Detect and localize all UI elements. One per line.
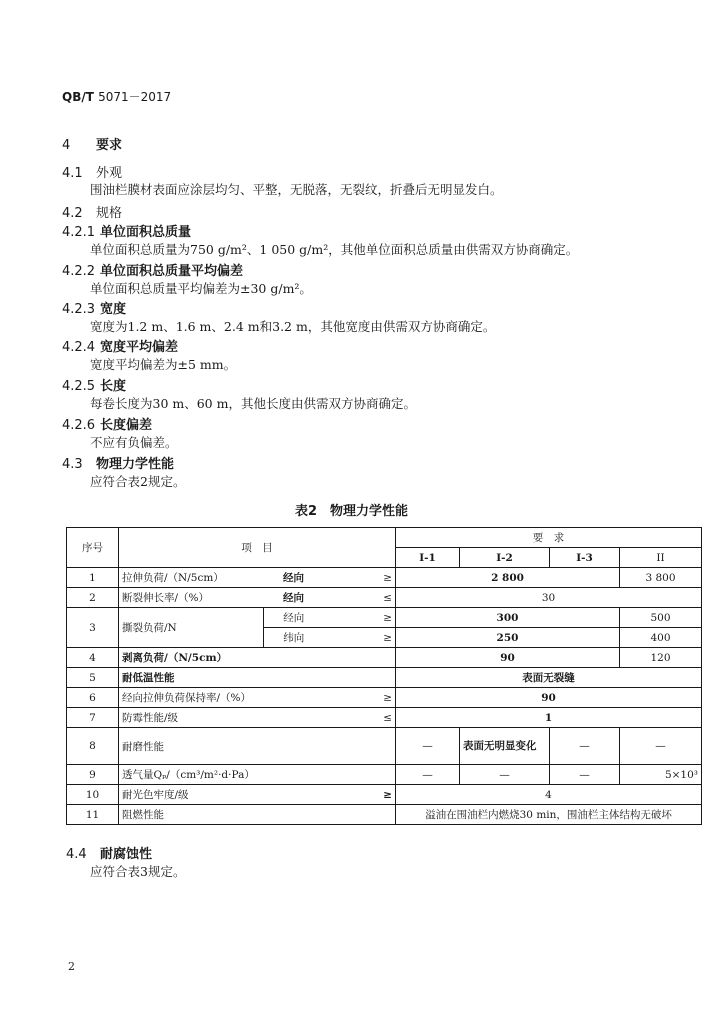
section-4-2-4-heading	[62, 336, 178, 355]
row-value-ii: 120	[620, 648, 702, 668]
row-item: 撕裂负荷/N	[119, 608, 264, 648]
row-value-i-3: —	[550, 765, 620, 785]
section-number: 4.2.4	[62, 340, 96, 355]
row-direction: 经向	[264, 568, 324, 588]
section-title: 外观	[96, 166, 123, 181]
section-4-2-6-heading	[62, 414, 152, 433]
section-title: 单位面积总质量平均偏差	[100, 264, 244, 279]
row-direction: 经向	[264, 608, 324, 628]
row-number: 11	[67, 805, 119, 825]
section-4-2-2-body: 单位面积总质量平均偏差为±30 g/m²。	[90, 281, 312, 296]
row-item: 透气量Qₚ/（cm³/m²·d·Pa）	[119, 765, 396, 785]
section-number: 4.2.6	[62, 418, 96, 433]
row-number: 7	[67, 708, 119, 728]
row-item: 防霉性能/级	[119, 708, 324, 728]
header-grade-i-1: I-1	[396, 548, 460, 568]
row-number: 3	[67, 608, 119, 648]
section-number: 4.2.5	[62, 379, 96, 394]
row-value-i-1: —	[396, 765, 460, 785]
row-item: 阻燃性能	[119, 805, 396, 825]
table-row	[67, 588, 702, 608]
section-4-1-body: 围油栏膜材表面应涂层均匀、平整，无脱落，无裂纹，折叠后无明显发白。	[90, 182, 503, 197]
row-number: 5	[67, 668, 119, 688]
header-grade-i-3: I-3	[550, 548, 620, 568]
row-value-ii: 3 800	[620, 568, 702, 588]
row-operator: ≥	[324, 608, 396, 628]
row-item: 断裂伸长率/（%）	[119, 588, 264, 608]
row-operator: ≥	[324, 628, 396, 648]
row-operator: ≥	[324, 688, 396, 708]
section-4-3-heading	[62, 453, 174, 472]
table-row	[67, 568, 702, 588]
table-row	[67, 648, 702, 668]
row-value-i-2: —	[460, 765, 550, 785]
header-grade-i-2: I-2	[460, 548, 550, 568]
row-number: 10	[67, 785, 119, 805]
section-4-2-5-heading	[62, 375, 126, 394]
row-value-i-grades: 90	[396, 648, 620, 668]
header-item: 项 目	[119, 528, 396, 568]
table-caption: 表2 物理力学性能	[294, 504, 409, 519]
table-row	[67, 608, 702, 628]
row-item: 剥离负荷/（N/5cm）	[119, 648, 396, 668]
section-title: 单位面积总质量	[100, 225, 192, 240]
table-row	[67, 785, 702, 805]
row-number: 1	[67, 568, 119, 588]
row-value-all: 表面无裂缝	[396, 668, 702, 688]
row-value-ii: —	[620, 728, 702, 765]
row-number: 2	[67, 588, 119, 608]
section-title: 长度偏差	[100, 418, 153, 433]
table-row	[67, 765, 702, 785]
row-operator: ≥	[324, 568, 396, 588]
section-title: 宽度平均偏差	[100, 340, 179, 355]
section-number: 4.4	[66, 847, 87, 862]
standard-code	[62, 88, 171, 105]
row-value-all: 1	[396, 708, 702, 728]
row-item: 耐磨性能	[119, 728, 396, 765]
row-number: 9	[67, 765, 119, 785]
physical-mechanical-properties-table	[66, 527, 702, 825]
row-number: 8	[67, 728, 119, 765]
section-4-4-heading	[66, 843, 152, 862]
row-value-i-1: —	[396, 728, 460, 765]
section-4-heading	[62, 134, 122, 153]
section-number: 4	[62, 138, 71, 153]
section-number: 4.3	[62, 457, 83, 472]
section-title: 规格	[96, 206, 123, 221]
section-number: 4.2.3	[62, 302, 96, 317]
row-number: 6	[67, 688, 119, 708]
section-title: 要求	[96, 138, 123, 153]
section-4-2-6-body: 不应有负偏差。	[90, 435, 178, 450]
section-number: 4.1	[62, 166, 83, 181]
row-value-ii: 5×10³	[620, 765, 702, 785]
section-number: 4.2.2	[62, 264, 96, 279]
row-value-i-grades: 300	[396, 608, 620, 628]
row-item: 耐光色牢度/级	[119, 785, 324, 805]
section-4-2-3-body: 宽度为1.2 m、1.6 m、2.4 m和3.2 m，其他宽度由供需双方协商确定。	[90, 319, 496, 334]
section-4-1-heading	[62, 162, 122, 181]
section-4-3-body: 应符合表2规定。	[90, 474, 186, 489]
page-number: 2	[68, 960, 75, 973]
section-4-2-2-heading	[62, 260, 243, 279]
row-number: 4	[67, 648, 119, 668]
section-title: 物理力学性能	[96, 457, 175, 472]
row-value-all: 90	[396, 688, 702, 708]
section-4-2-3-heading	[62, 298, 126, 317]
row-value-all: 30	[396, 588, 702, 608]
table-row	[67, 708, 702, 728]
row-value-i-grades: 2 800	[396, 568, 620, 588]
header-requirement: 要 求	[396, 528, 702, 548]
table-row	[67, 805, 702, 825]
row-value-ii: 500	[620, 608, 702, 628]
section-number: 4.2	[62, 206, 83, 221]
table-row	[67, 728, 702, 765]
section-title: 耐腐蚀性	[100, 847, 153, 862]
section-4-2-4-body: 宽度平均偏差为±5 mm。	[90, 357, 237, 372]
row-operator: ≤	[324, 708, 396, 728]
section-number: 4.2.1	[62, 225, 96, 240]
row-operator: ≤	[324, 588, 396, 608]
standard-code-number: 5071－2017	[98, 90, 172, 104]
table-row	[67, 668, 702, 688]
row-value-all: 溢油在围油栏内燃烧30 min，围油栏主体结构无破坏	[396, 805, 702, 825]
section-4-2-5-body: 每卷长度为30 m、60 m，其他长度由供需双方协商确定。	[90, 396, 416, 411]
row-direction: 纬向	[264, 628, 324, 648]
section-4-2-1-heading	[62, 221, 191, 240]
row-item: 经向拉伸负荷保持率/（%）	[119, 688, 324, 708]
section-4-2-1-body: 单位面积总质量为750 g/m²、1 050 g/m²，其他单位面积总质量由供需双方协商确定。	[90, 242, 579, 257]
row-item: 耐低温性能	[119, 668, 396, 688]
section-title: 长度	[100, 379, 127, 394]
row-value-ii: 400	[620, 628, 702, 648]
row-direction: 经向	[264, 588, 324, 608]
row-value-i-2: 表面无明显变化	[460, 728, 550, 765]
row-operator: ≥	[324, 785, 396, 805]
row-value-i-grades: 250	[396, 628, 620, 648]
standard-code-prefix: QB/T	[62, 90, 94, 104]
section-4-4-body: 应符合表3规定。	[90, 864, 186, 879]
row-value-i-3: —	[550, 728, 620, 765]
section-4-2-heading	[62, 202, 122, 221]
row-item: 拉伸负荷/（N/5cm）	[119, 568, 264, 588]
header-seq: 序号	[67, 528, 119, 568]
table-row	[67, 688, 702, 708]
section-title: 宽度	[100, 302, 127, 317]
header-grade-ii: II	[620, 548, 702, 568]
row-value-all: 4	[396, 785, 702, 805]
